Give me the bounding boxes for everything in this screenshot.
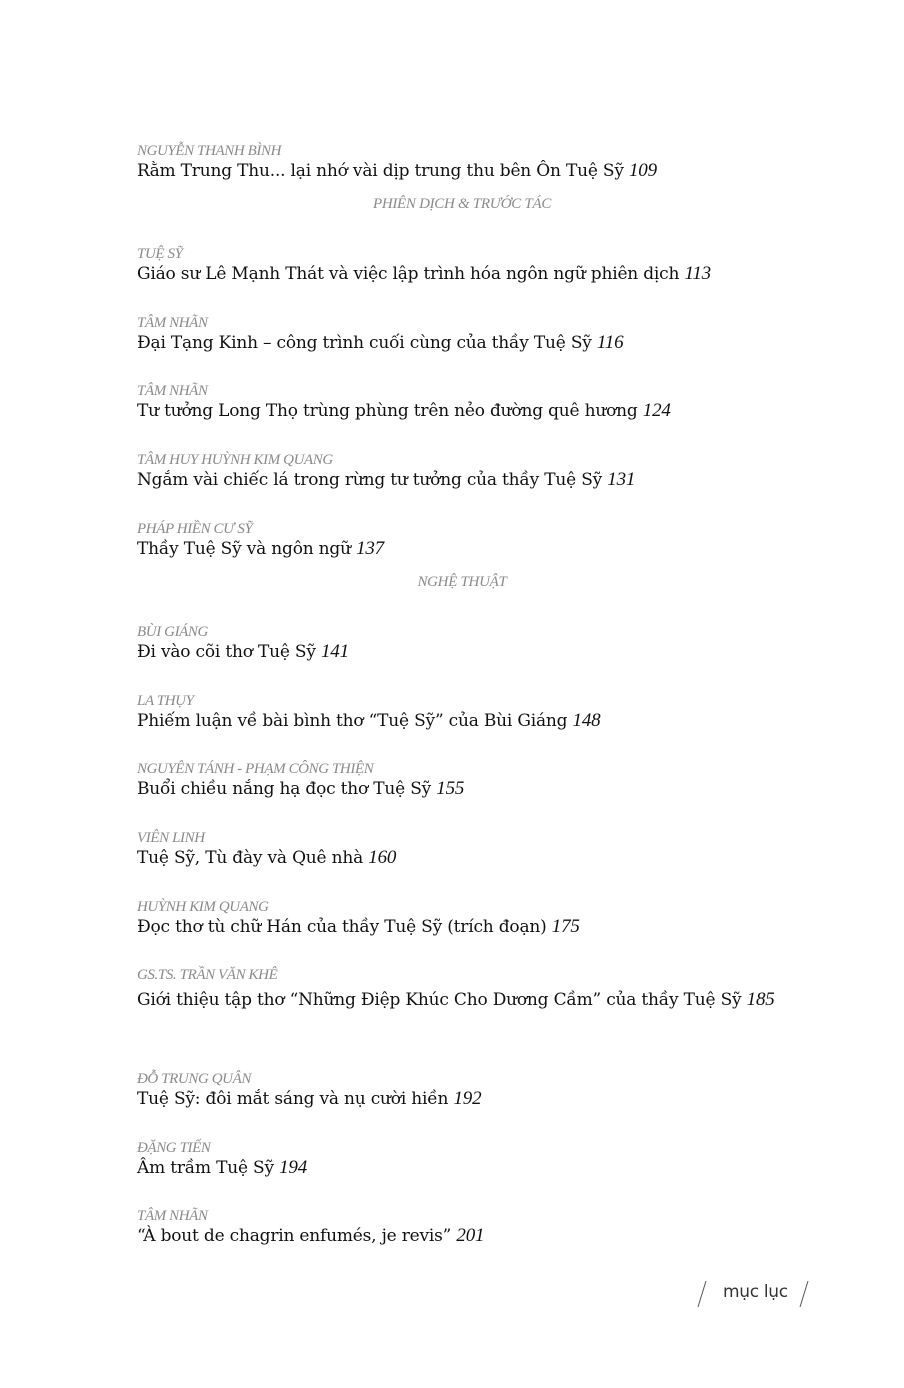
toc-entry [137, 898, 787, 938]
slash-divider-icon [696, 1280, 708, 1308]
entry-page-number: 148 [572, 710, 601, 731]
entry-title-line [137, 538, 787, 560]
entry-title-line [137, 916, 787, 938]
entry-title: Thầy Tuệ Sỹ và ngôn ngữ [137, 539, 357, 559]
entry-title-line [137, 400, 787, 422]
entry-page-number: 137 [356, 538, 384, 559]
entry-author: LA THỤY [137, 693, 194, 709]
entry-author: HUỲNH KIM QUANG [137, 899, 269, 915]
entry-author: ĐỖ TRUNG QUÂN [137, 1071, 251, 1087]
toc-entry [137, 1070, 787, 1110]
entry-author: ĐẶNG TIẾN [137, 1140, 211, 1156]
entry-author: TUỆ SỸ [137, 246, 183, 262]
entry-title-line [137, 847, 787, 869]
toc-entry [137, 142, 787, 182]
entry-title: Ngắm vài chiếc lá trong rừng tư tưởng của thầy Tuệ Sỹ [137, 470, 603, 490]
entry-author: PHÁP HIỀN CƯ SỸ [137, 521, 253, 537]
entry-title-line [137, 1225, 787, 1247]
section-heading-translation: PHIÊN DỊCH & TRƯỚC TÁC [372, 196, 552, 212]
entry-page-number: 131 [607, 469, 636, 490]
entry-author: TÂM NHÃN [137, 383, 208, 399]
entry-page-number: 155 [436, 778, 465, 799]
toc-entry [137, 623, 787, 663]
toc-entry [137, 245, 787, 285]
toc-entry [137, 1207, 787, 1247]
toc-entry [137, 451, 787, 491]
entry-page-number: 160 [368, 847, 397, 868]
toc-entry [137, 314, 787, 354]
entry-page-number: 175 [551, 916, 580, 937]
entry-page-number: 116 [596, 332, 624, 353]
entry-title: Tư tưởng Long Thọ trùng phùng trên nẻo đường quê hương [137, 401, 638, 421]
entry-title-line [137, 1088, 787, 1110]
entry-title: “À bout de chagrin enfumés, je revis” [137, 1226, 452, 1246]
entry-author: BÙI GIÁNG [137, 624, 208, 640]
toc-entry [137, 382, 787, 422]
entry-title-line [137, 641, 787, 663]
running-footer [696, 1276, 816, 1312]
entry-title: Giáo sư Lê Mạnh Thát và việc lập trình hóa ngôn ngữ phiên dịch [137, 264, 680, 284]
entry-title: Buổi chiều nắng hạ đọc thơ Tuệ Sỹ [137, 779, 432, 799]
entry-page-number: 109 [628, 160, 657, 181]
toc-entry [137, 966, 787, 1016]
entry-title-line [137, 710, 787, 732]
entry-title: Âm trầm Tuệ Sỹ [137, 1158, 274, 1178]
entry-title: Tuệ Sỹ: đôi mắt sáng và nụ cười hiền [137, 1089, 449, 1109]
entry-title: Rằm Trung Thu... lại nhớ vài dịp trung thu bên Ôn Tuệ Sỹ [137, 161, 624, 181]
slash-divider-icon [798, 1280, 810, 1308]
entry-page-number: 194 [279, 1157, 308, 1178]
entry-title: Đại Tạng Kinh – công trình cuối cùng của thầy Tuệ Sỹ [137, 333, 592, 353]
entry-title: Tuệ Sỹ, Tù đày và Quê nhà [137, 848, 364, 868]
section-heading-art: NGHỆ THUẬT [417, 574, 507, 590]
entry-page-number: 192 [453, 1088, 482, 1109]
entry-title-line [137, 778, 787, 800]
entry-title: Phiếm luận về bài bình thơ “Tuệ Sỹ” của Bùi Giáng [137, 711, 568, 731]
toc-entry [137, 1139, 787, 1179]
entry-page-number: 185 [746, 989, 775, 1010]
footer-section-label: mục lục [723, 1282, 788, 1302]
entry-title: Giới thiệu tập thơ “Những Điệp Khúc Cho Dương Cầm” của thầy Tuệ Sỹ [137, 990, 742, 1010]
entry-author: VIÊN LINH [137, 830, 205, 846]
entry-page-number: 201 [456, 1225, 485, 1246]
entry-title-line [137, 469, 787, 491]
entry-title-line [137, 1157, 787, 1179]
entry-page-number: 113 [684, 263, 711, 284]
entry-author: TÂM NHÃN [137, 315, 208, 331]
entry-author: NGUYỄN THANH BÌNH [137, 143, 282, 159]
entry-title: Đi vào cõi thơ Tuệ Sỹ [137, 642, 316, 662]
entry-author: GS.TS. TRẦN VĂN KHÊ [137, 967, 278, 983]
entry-page-number: 124 [642, 400, 671, 421]
toc-entry [137, 692, 787, 732]
entry-author: TÂM NHÃN [137, 1208, 208, 1224]
toc-entry [137, 520, 787, 560]
entry-page-number: 141 [320, 641, 349, 662]
entry-title: Đọc thơ tù chữ Hán của thầy Tuệ Sỹ (trích đoạn) [137, 917, 547, 937]
entry-title-line [137, 332, 787, 354]
entry-author: NGUYÊN TÁNH - PHẠM CÔNG THIỆN [137, 761, 374, 777]
entry-title-line [137, 160, 787, 182]
toc-entry [137, 829, 787, 869]
entry-title-line [137, 263, 787, 285]
entry-author: TÂM HUY HUỲNH KIM QUANG [137, 452, 333, 468]
entry-title-line [137, 984, 787, 1016]
toc-entry [137, 760, 787, 800]
